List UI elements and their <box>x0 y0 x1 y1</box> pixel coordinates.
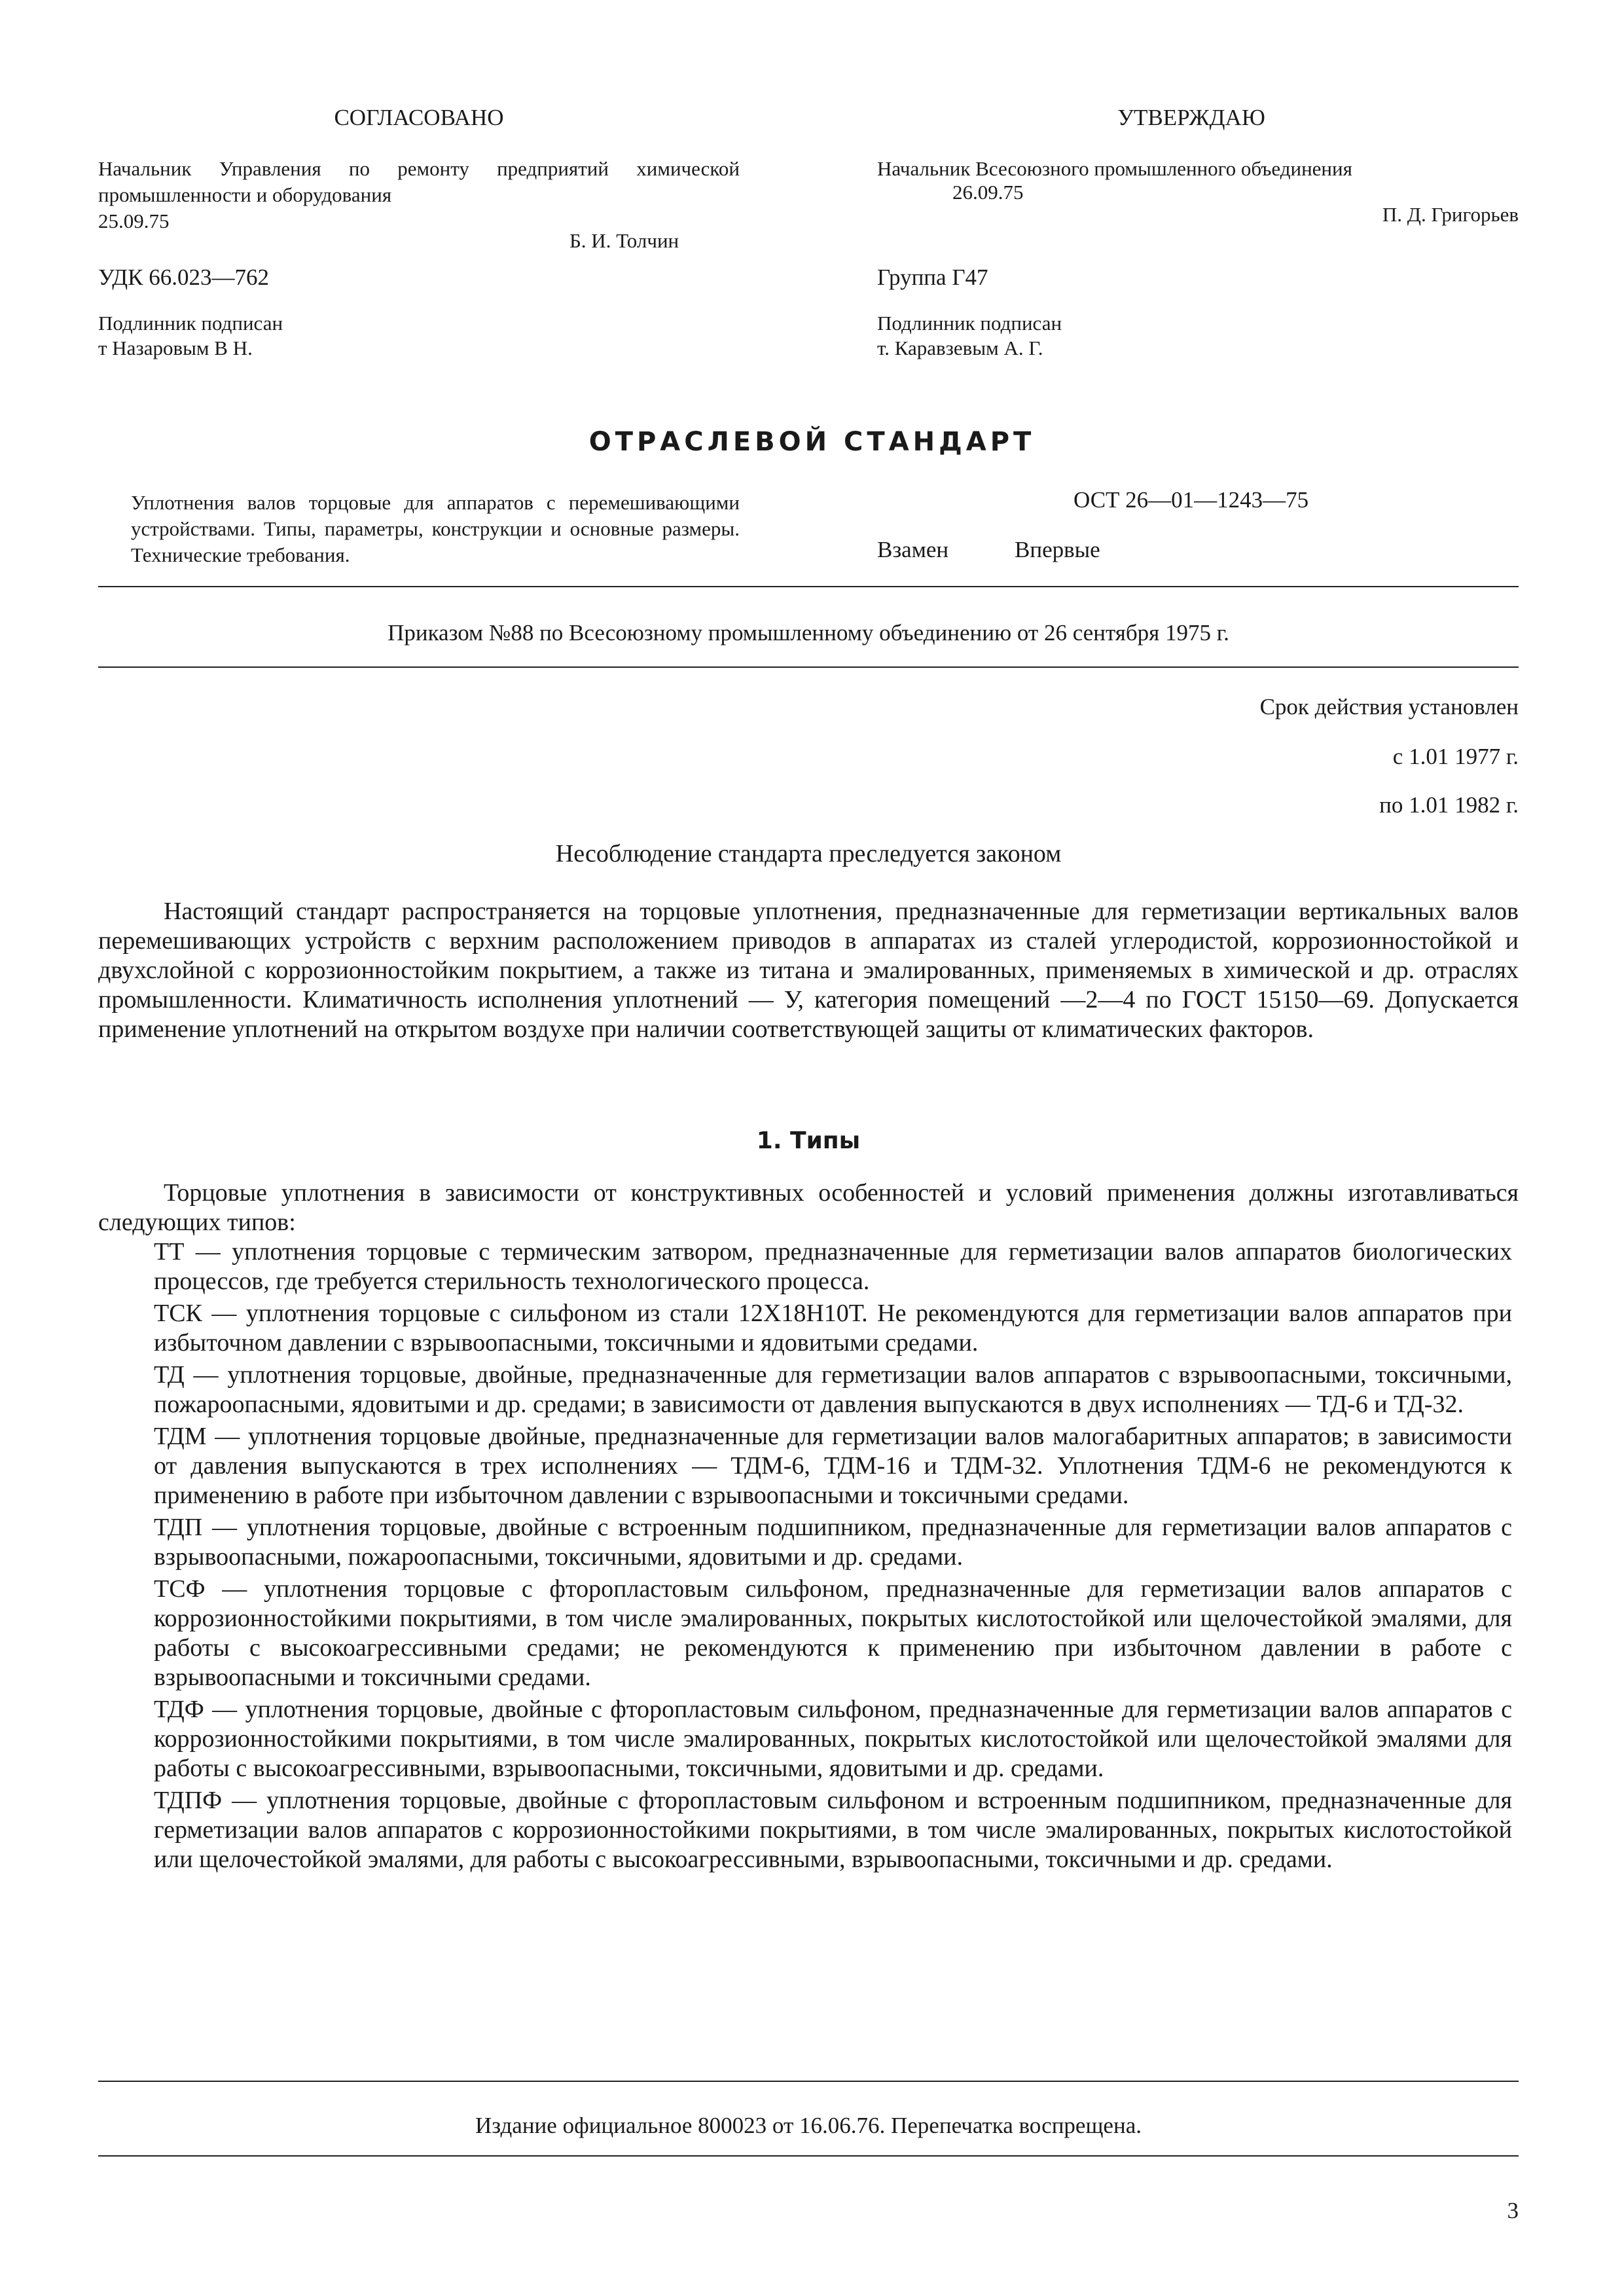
page-number: 3 <box>1507 2198 1519 2223</box>
type-item: ТДП — уплотнения торцовые, двойные с встроенным подшипником, предназначенные для герметизации валов аппаратов с взрывоопасными, пожароопасными, токсичными, ядовитыми и др. средами. <box>154 1514 1512 1571</box>
validity-line-3: по 1.01 1982 г. <box>1379 792 1519 818</box>
approval-left-original-2: т Назаровым В Н. <box>98 337 253 359</box>
intro-paragraph: Настоящий стандарт распространяется на торцовые уплотнения, предназначенные для герметизации вертикальных валов перемешивающих устройств с верхним расположением приводов в аппаратах из сталей углеродистой, коррозионностойкой и двухслойной с коррозионностойким покрытием, а также из титана и эмалированных, применяемых в химической и др. отраслях промышленности. Климатичность исполнения уплотнений — У, категория помещений —2—4 по ГОСТ 15150—69. Допускается применение уплотнений на открытом воздухе при наличии соответствующей защиты от климатических факторов. <box>98 898 1519 1043</box>
standard-heading: ОТРАСЛЕВОЙ СТАНДАРТ <box>588 427 1036 457</box>
type-item: ТСФ — уплотнения торцовые с фторопластовым сильфоном, предназначенные для герметизации валов аппаратов с коррозионностойкими покрытиями, в том числе эмалированных, покрытых кислотостойкой или щелочестойкой эмалями, для работы с высокоагрессивными средами; не рекомендуются к применению при избыточном давлении в работе с взрывоопасными и токсичными средами. <box>154 1575 1512 1691</box>
approval-right-original-2: т. Каравзевым А. Г. <box>877 337 1043 359</box>
validity-line-1: Срок действия установлен <box>1259 694 1519 720</box>
divider-top <box>98 586 1519 587</box>
type-item: ТДПФ — уплотнения торцовые, двойные с фторопластовым сильфоном и встроенным подшипником, предназначенные для герметизации валов аппаратов с коррозионностойкими покрытиями, в том числе эмалированных, покрытых кислотостойкой или щелочестойкой эмалями, для работы с высокоагрессивными, взрывоопасными, токсичными и др. средами. <box>154 1787 1512 1873</box>
udk-code: УДК 66.023—762 <box>98 264 269 290</box>
type-item: ТДФ — уплотнения торцовые, двойные с фторопластовым сильфоном, предназначенные для герметизации валов аппаратов с коррозионностойкими покрытиями, в том числе эмалированных, покрытых кислотостойкой или щелочестойкой эмалями для работы с высокоагрессивными, взрывоопасными, токсичными, ядовитыми и др. средами. <box>154 1696 1512 1782</box>
standard-subject: Уплотнения валов торцовые для аппаратов с перемешивающими устройствами. Типы, параметры, конструкции и основные размеры. Технические требования. <box>131 491 740 566</box>
divider-footer-bottom <box>98 2155 1519 2157</box>
approval-right-date: 26.09.75 <box>952 181 1024 204</box>
divider-order <box>98 666 1519 668</box>
approval-right-original-1: Подлинник подписан <box>877 312 1062 335</box>
replaces-value: Впервые <box>1015 537 1100 562</box>
approval-right-title: УТВЕРЖДАЮ <box>1117 105 1265 130</box>
order-line: Приказом №88 по Всесоюзному промышленному объединению от 26 сентября 1975 г. <box>388 620 1229 646</box>
type-item: ТТ — уплотнения торцовые с термическим затвором, предназначенные для герметизации валов аппаратов биологических процессов, где требуется стерильность технологического процесса. <box>154 1238 1512 1295</box>
types-list <box>98 1237 1512 1877</box>
standard-number: ОСТ 26—01—1243—75 <box>1074 487 1309 513</box>
approval-right-position: Начальник Всесоюзного промышленного объединения <box>877 157 1352 180</box>
group-code: Группа Г47 <box>877 264 988 290</box>
legal-warning: Несоблюдение стандарта преследуется законом <box>555 840 1062 867</box>
approval-left-title: СОГЛАСОВАНО <box>334 105 504 130</box>
approval-right-signer: П. Д. Григорьев <box>1382 203 1519 226</box>
divider-footer-top <box>98 2081 1519 2082</box>
replaces-label: Взамен <box>877 537 949 562</box>
approval-left-original-1: Подлинник подписан <box>98 312 283 335</box>
type-item: ТДМ — уплотнения торцовые двойные, предназначенные для герметизации валов малогабаритных аппаратов; в зависимости от давления выпускаются в трех исполнениях — ТДМ-6, ТДМ-16 и ТДМ-32. Уплотнения ТДМ-6 не рекомендуются к применению в работе при избыточном давлении с взрывоопасными и токсичными средами. <box>154 1423 1512 1509</box>
section-1-heading: 1. Типы <box>756 1127 861 1154</box>
section-1-lead: Торцовые уплотнения в зависимости от конструктивных особенностей и условий применения должны изготавливаться следующих типов: <box>98 1179 1519 1236</box>
type-item: ТД — уплотнения торцовые, двойные, предназначенные для герметизации валов аппаратов с взрывоопасными, токсичными, пожароопасными, ядовитыми и др. средами; в зависимости от давления выпускаются в двух исполнениях — ТД-6 и ТД-32. <box>154 1361 1512 1418</box>
approval-left-position: Начальник Управления по ремонту предприятий химической промышленности и оборудования <box>98 157 740 206</box>
approval-left-date: 25.09.75 <box>98 210 170 232</box>
approval-left-signer: Б. И. Толчин <box>569 229 679 252</box>
validity-line-2: с 1.01 1977 г. <box>1392 744 1519 769</box>
edition-note: Издание официальное 800023 от 16.06.76. Перепечатка воспрещена. <box>475 2113 1142 2138</box>
type-item: ТСК — уплотнения торцовые с сильфоном из стали 12Х18Н10Т. Не рекомендуются для герметизации валов аппаратов при избыточном давлении с взрывоопасными, токсичными и ядовитыми средами. <box>154 1300 1512 1357</box>
